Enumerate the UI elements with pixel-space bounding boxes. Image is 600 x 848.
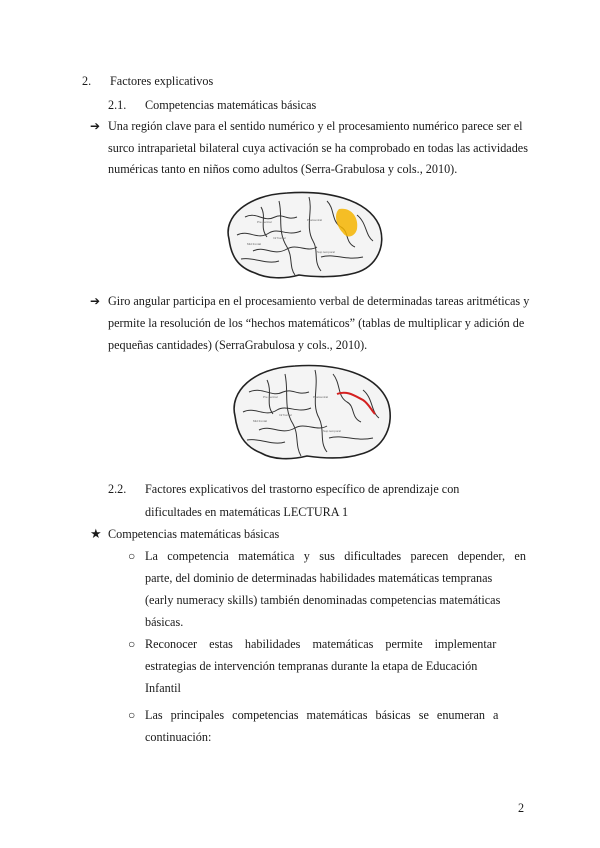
bullet-2-line-2: permite la resolución de los “hechos matemáticos” (tablas de multiplicar y adición de — [108, 316, 525, 330]
section-title: Factores explicativos — [110, 74, 214, 88]
svg-text:Mid frontal: Mid frontal — [247, 242, 262, 246]
sub-item-1-line-3: (early numeracy skills) también denominadas competencias matemáticas — [145, 593, 501, 607]
word: parecen — [410, 549, 449, 563]
word: sus — [319, 549, 335, 563]
brain-figure-angular-gyrus — [225, 360, 395, 464]
svg-text:Postcentral: Postcentral — [313, 395, 329, 399]
subsection-2-title-line-2: dificultades en matemáticas LECTURA 1 — [145, 505, 349, 519]
brain-figure-intraparietal — [217, 187, 387, 282]
subsection-2-title-line-1: Factores explicativos del trastorno específico de aprendizaje con — [145, 482, 460, 496]
circle-bullet-icon: ○ — [128, 637, 136, 651]
sub-item-2-line-2: estrategias de intervención tempranas durante la etapa de Educación — [145, 659, 478, 673]
bullet-1-line-3: numéricas tanto en niños como adultos (Serra-Grabulosa y cols., 2010). — [108, 162, 458, 176]
word: competencia — [167, 549, 229, 563]
subsection-2-number: 2.2. — [108, 482, 127, 496]
sub-item-2-line-3: Infantil — [145, 681, 181, 695]
bullet-2-line-3: pequeñas cantidades) (SerraGrabulosa y cols., 2010). — [108, 338, 368, 352]
sub-item-2-line-1: Reconocer estas habilidades matemáticas permite implementar — [145, 637, 497, 651]
svg-text:Inf frontal: Inf frontal — [279, 413, 292, 417]
subsection-1-number: 2.1. — [108, 98, 127, 112]
sub-item-3-line-1: Las principales competencias matemáticas básicas se enumeran a — [145, 708, 499, 722]
arrow-bullet-icon: ➔ — [90, 294, 101, 308]
word: matemática — [238, 549, 295, 563]
circle-bullet-icon: ○ — [128, 549, 136, 563]
svg-text:Postcentral: Postcentral — [307, 218, 323, 222]
page-number: 2 — [518, 801, 525, 815]
star-item-label: Competencias matemáticas básicas — [108, 527, 280, 541]
svg-text:Sup temporal: Sup temporal — [317, 250, 335, 254]
sub-item-1-line-2: parte, del dominio de determinadas habilidades matemáticas tempranas — [145, 571, 493, 585]
svg-text:Sup temporal: Sup temporal — [323, 429, 341, 433]
bullet-1-line-1: Una región clave para el sentido numérico y el procesamiento numérico parece ser el — [108, 119, 523, 133]
word: dificultades — [344, 549, 402, 563]
section-number: 2. — [82, 74, 92, 88]
circle-bullet-icon: ○ — [128, 708, 136, 722]
word: en — [514, 549, 526, 563]
svg-text:Pre central: Pre central — [263, 395, 278, 399]
bullet-1-line-2: surco intraparietal bilateral cuya activación se ha comprobado en todas las actividades — [108, 141, 528, 155]
svg-text:Mid frontal: Mid frontal — [253, 419, 268, 423]
svg-text:Pre central: Pre central — [257, 220, 272, 224]
star-bullet-icon: ★ — [90, 526, 102, 541]
arrow-bullet-icon: ➔ — [90, 119, 101, 133]
sub-item-3-line-2: continuación: — [145, 730, 212, 744]
word: y — [303, 549, 310, 563]
subsection-1-title: Competencias matemáticas básicas — [145, 98, 317, 112]
svg-text:Inf frontal: Inf frontal — [273, 236, 286, 240]
sub-item-1-line-1 — [145, 548, 526, 564]
sub-item-1-line-4: básicas. — [145, 615, 184, 629]
word: depender, — [457, 549, 506, 563]
bullet-2-line-1: Giro angular participa en el procesamiento verbal de determinadas tareas aritméticas y — [108, 294, 530, 308]
word: La — [145, 549, 158, 563]
